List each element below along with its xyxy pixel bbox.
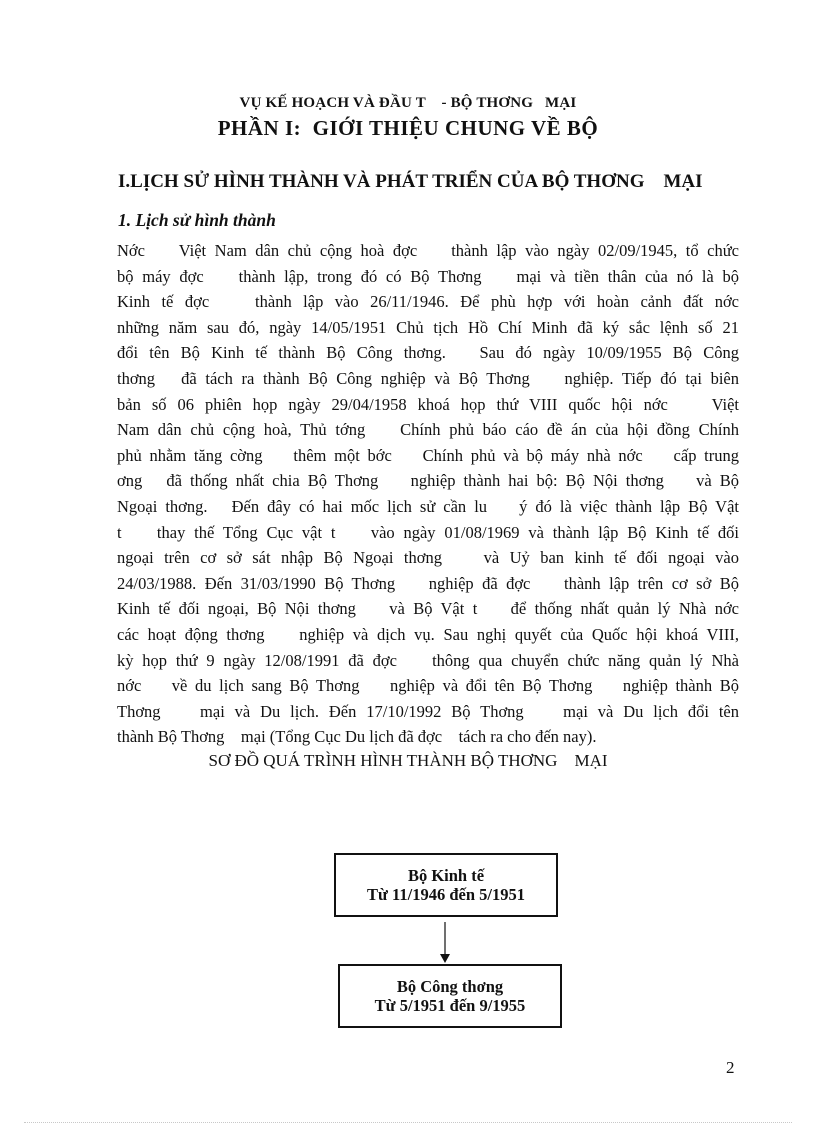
document-header: VỤ KẾ HOẠCH VÀ ĐẦU T - BỘ THƠNG MẠI <box>239 95 577 111</box>
box-name: Bộ Kinh tế <box>407 866 485 885</box>
diagram-title: SƠ ĐỒ QUÁ TRÌNH HÌNH THÀNH BỘ THƠNG MẠI <box>208 751 608 770</box>
flowchart-box-cong-thuong <box>338 964 562 1028</box>
page-number: 2 <box>726 1058 735 1077</box>
paragraph-line: Nam dân chủ cộng hoà, Thủ tớng Chính phủ báo cáo đề án của hội đồng Chính <box>117 420 739 440</box>
section-title: I.LỊCH SỬ HÌNH THÀNH VÀ PHÁT TRIỂN CỦA BỘ THƠNG MẠI <box>118 171 703 192</box>
history-paragraph <box>117 238 739 750</box>
paragraph-line: bản số 06 phiên họp ngày 29/04/1958 khoá họp thứ VIII quốc hội nớc Việt <box>117 394 739 414</box>
paragraph-line: Ngoại thơng. Đến đây có hai mốc lịch sử cần lu ý đó là việc thành lập Bộ Vật <box>117 496 739 516</box>
paragraph-line: nớc về du lịch sang Bộ Thơng nghiệp và đổi tên Bộ Thơng nghiệp thành Bộ <box>117 676 739 696</box>
paragraph-line: ngoại trên cơ sở sát nhập Bộ Ngoại thơng và Uỷ ban kinh tế đối ngoại vào <box>117 548 739 568</box>
paragraph-line: ơng đã thống nhất chia Bộ Thơng nghiệp thành hai bộ: Bộ Nội thơng và Bộ <box>117 471 739 491</box>
part-title: PHẦN I: GIỚI THIỆU CHUNG VỀ BỘ <box>217 116 599 140</box>
subsection-title: 1. Lịch sử hình thành <box>118 210 276 230</box>
paragraph-line: Kinh tế đối ngoại, Bộ Nội thơng và Bộ Vật t để thống nhất quản lý Nhà nớc <box>117 599 739 619</box>
paragraph-line: thành Bộ Thơng mại (Tổng Cục Du lịch đã đợc tách ra cho đến nay). <box>117 727 597 747</box>
paragraph-line: phủ nhằm tăng cờng thêm một bớc Chính phủ và bộ máy nhà nớc cấp trung <box>117 445 739 465</box>
paragraph-line: Kinh tế đợc thành lập vào 26/11/1946. Để phù hợp với hoàn cảnh đất nớc <box>117 292 739 312</box>
paragraph-line: kỳ họp thứ 9 ngày 12/08/1991 đã đợc thông qua chuyển chức năng quản lý Nhà <box>117 650 739 670</box>
paragraph-line: bộ máy đợc thành lập, trong đó có Bộ Thơng mại và tiền thân của nó là bộ <box>117 266 739 286</box>
paragraph-line: Thơng mại và Du lịch. Đến 17/10/1992 Bộ Thơng mại và Du lịch đổi tên <box>117 701 739 721</box>
paragraph-line: đổi tên Bộ Kinh tế thành Bộ Công thơng. Sau đó ngày 10/09/1955 Bộ Công <box>117 343 739 363</box>
flowchart-box-kinh-te <box>334 853 558 917</box>
box-period: Từ 11/1946 đến 5/1951 <box>367 885 525 904</box>
paragraph-line: Nớc Việt Nam dân chủ cộng hoà đợc thành lập vào ngày 02/09/1945, tổ chức <box>117 241 739 260</box>
box-name: Bộ Công thơng <box>396 977 504 996</box>
paragraph-line: 24/03/1988. Đến 31/03/1990 Bộ Thơng nghiệp đã đợc thành lập trên cơ sở Bộ <box>117 573 739 593</box>
down-arrow-icon <box>437 922 453 964</box>
paragraph-line: những năm sau đó, ngày 14/05/1951 Chủ tịch Hồ Chí Minh đã ký sắc lệnh số 21 <box>117 317 739 337</box>
paragraph-line: các hoạt động thơng nghiệp và dịch vụ. Sau nghị quyết của Quốc hội khoá VIII, <box>117 624 739 644</box>
paragraph-line: t thay thế Tổng Cục vật t vào ngày 01/08/1969 và thành lập Bộ Kinh tế đối <box>117 522 739 542</box>
paragraph-line: thơng đã tách ra thành Bộ Công nghiệp và Bộ Thơng nghiệp. Tiếp đó tại biên <box>117 368 739 388</box>
box-period: Từ 5/1951 đến 9/1955 <box>374 996 526 1015</box>
